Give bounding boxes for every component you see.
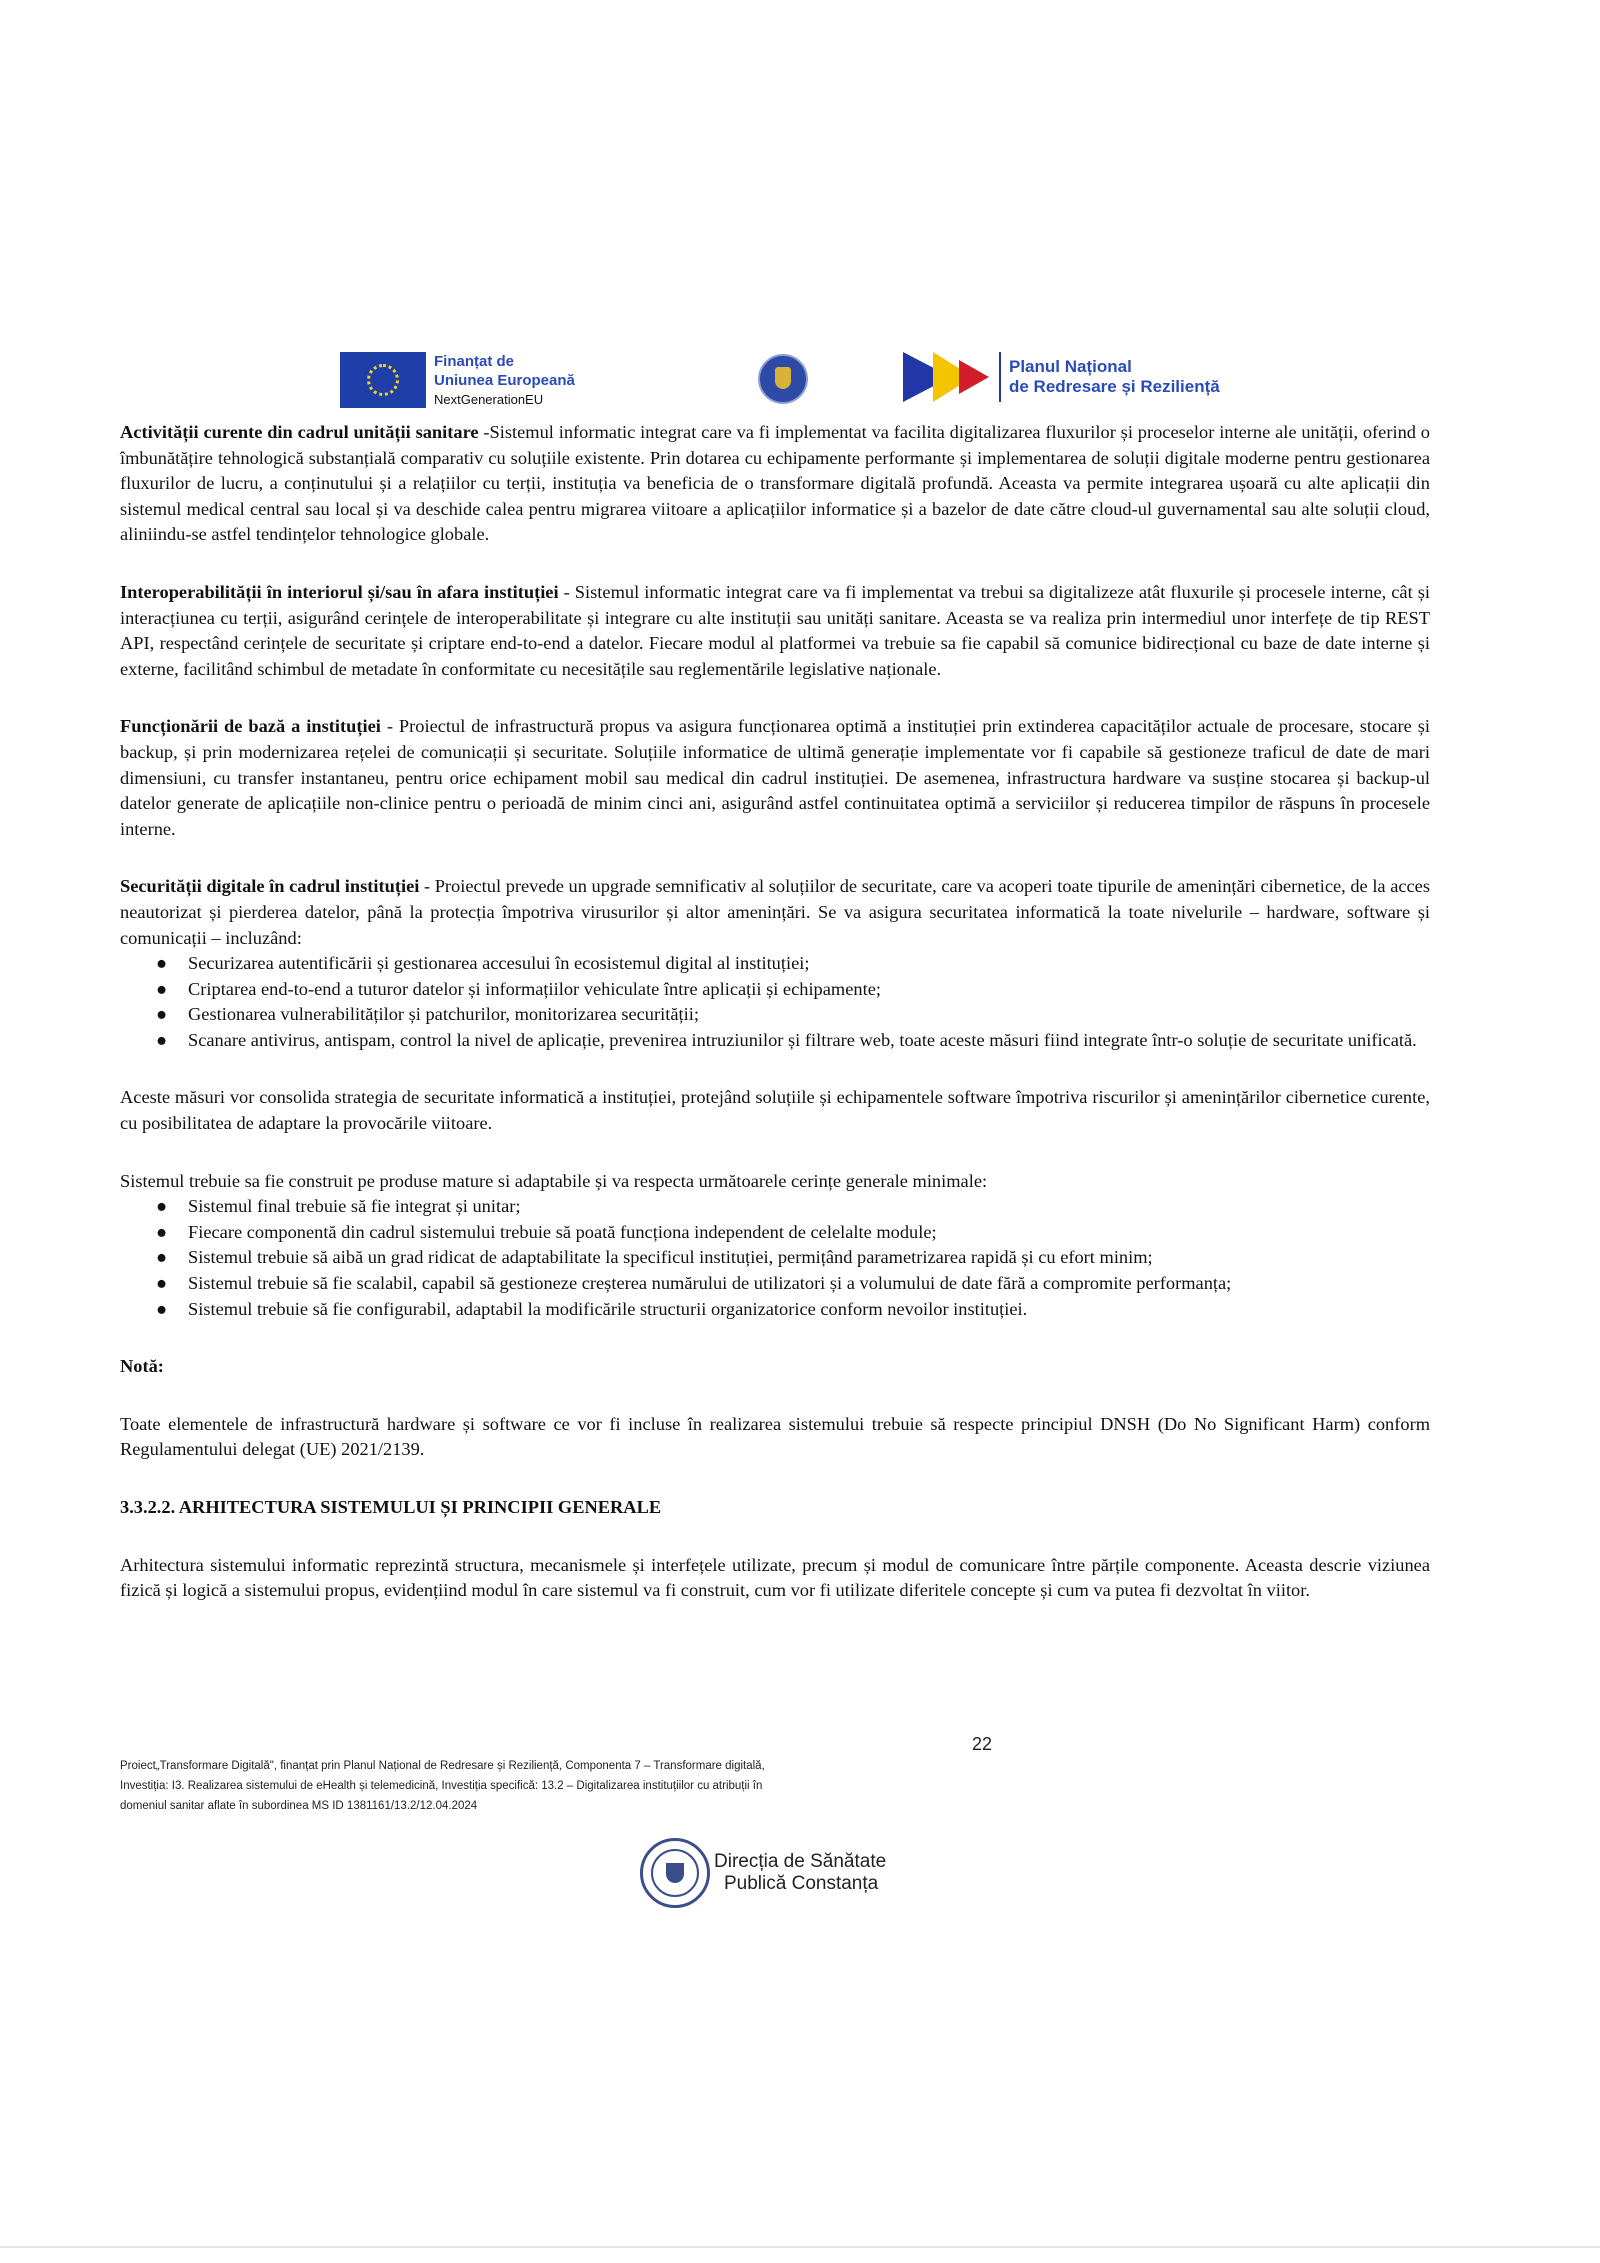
page-number: 22 xyxy=(972,1734,993,1754)
heading-interoperabilitate: Interoperabilității în interiorul și/sau în afara instituției xyxy=(120,581,559,602)
section-heading-arhitectura: 3.3.2.2. ARHITECTURA SISTEMULUI ȘI PRINCIPII GENERALE xyxy=(120,1497,662,1517)
paragraph-cerinte-intro: Sistemul trebuie sa fie construit pe produse mature si adaptabile și va respecta următoarele cerințe generale minimale: xyxy=(120,1170,988,1191)
list-item xyxy=(120,1245,1430,1271)
paragraph-activitati xyxy=(120,420,1430,548)
footer-line-3: domeniul sanitar aflate în subordinea MS ID 1381161/13.2/12.04.2024 xyxy=(120,1800,478,1812)
eu-line-2: Uniunea Europeană xyxy=(434,372,575,389)
list-item xyxy=(120,1002,1430,1028)
list-item xyxy=(120,1028,1430,1054)
list-item-text: Gestionarea vulnerabilităților și patchurilor, monitorizarea securității; xyxy=(188,1004,699,1025)
list-item-text: Securizarea autentificării și gestionarea accesului în ecosistemul digital al instituției; xyxy=(188,953,810,974)
paragraph-masuri: Aceste măsuri vor consolida strategia de securitate informatică a instituției, protejând soluțiile și echipamentele software împotriva riscurilor și amenințărilor cibernetice curente, cu posibilitatea de adaptare la provocările viitoare. xyxy=(120,1087,1430,1134)
list-item xyxy=(120,1297,1430,1323)
note-text: Toate elementele de infrastructură hardware și software ce vor fi incluse în realizarea sistemului trebuie să respecte principiul DNSH (Do No Significant Harm) conform Regulamentului delegat (UE) 2021/2139. xyxy=(120,1413,1430,1460)
footer-project-info xyxy=(120,1756,980,1816)
list-item-text: Scanare antivirus, antispam, control la nivel de aplicație, prevenirea intruziunilor și filtrare web, toate aceste măsuri fiind integrate într-o soluție de securitate unificată. xyxy=(188,1029,1417,1050)
paragraph-arhitectura: Arhitectura sistemului informatic reprezintă structura, mecanismele și interfețele utilizate, precum și modul de comunicare între părțile componente. Aceasta descrie viziunea fizică și logică a sistemului propus, evidențiind modul în care sistemul va fi construit, cum vor fi utilizate diferitele concepte și cum va putea fi dezvoltat în viitor. xyxy=(120,1554,1430,1601)
list-item xyxy=(120,1271,1430,1297)
text-interoperabilitate: - Sistemul informatic integrat care va fi implementat va trebui sa digitalizeze atât fluxurile și procesele interne, cât și interacțiunea cu terții, asigurând cerințele de interoperabilitate și integrare cu alte instituții sau unități sanitare. Aceasta se va realiza prin intermediul unor interfețe de tip REST API, respectând cerințele de securitate și criptare end-to-end a datelor. Fiecare modul al platformei va trebuie sa fie capabil să comunice bidirecțional cu baze de date interne și externe, facilitând schimbul de metadate în conformitate cu necesitățile sau reglementările legislative naționale. xyxy=(120,581,1430,679)
list-item xyxy=(120,951,1430,977)
paragraph-interoperabilitate xyxy=(120,580,1430,682)
eu-line-1: Finanțat de xyxy=(434,353,515,370)
bullet-icon: ● xyxy=(156,953,168,974)
eu-funding-text xyxy=(434,352,575,409)
list-item-text: Sistemul trebuie să fie scalabil, capabil să gestioneze creșterea numărului de utilizatori și a volumului de date fără a compromite performanța; xyxy=(188,1273,1232,1294)
note-heading: Notă: xyxy=(120,1356,164,1377)
text-securitate: - Proiectul prevede un upgrade semnificativ al soluțiilor de securitate, care va acoperi toate tipurile de amenințări cibernetice, de la acces neautorizat și pierderea datelor, până la protecția împotriva virusurilor și altor amenințări. Se va asigura securitatea informatică la toate nivelurile – hardware, software și comunicații – incluzând: xyxy=(120,876,1430,948)
dsp-line-2: Publică Constanța xyxy=(724,1873,879,1894)
paragraph-securitate xyxy=(120,874,1430,951)
bullet-icon: ● xyxy=(156,1221,168,1242)
requirements-bullet-list xyxy=(120,1194,1430,1322)
pnrr-line-1: Planul Național xyxy=(1009,357,1132,376)
scan-edge-divider xyxy=(0,2246,1600,2248)
bullet-icon: ● xyxy=(156,1298,168,1319)
bullet-icon: ● xyxy=(156,1004,168,1025)
list-item-text: Sistemul trebuie să fie configurabil, adaptabil la modificările structurii organizatorice conform nevoilor instituției. xyxy=(188,1298,1028,1319)
heading-activitati: Activității curente din cadrul unității sanitare xyxy=(120,422,479,442)
pnrr-logo xyxy=(903,352,1220,402)
footer-line-2: Investiția: I3. Realizarea sistemului de eHealth și telemedicină, Investiția specifică: 13.2 – Digitalizarea instituțiilor cu atribuții în xyxy=(120,1780,763,1792)
list-item xyxy=(120,1220,1430,1246)
dsp-logo xyxy=(640,1838,886,1908)
security-bullet-list xyxy=(120,951,1430,1053)
heading-functionari: Funcționării de bază a instituției xyxy=(120,716,381,737)
pnrr-line-2: de Redresare și Reziliență xyxy=(1009,377,1220,396)
list-item xyxy=(120,977,1430,1003)
list-item-text: Fiecare componentă din cadrul sistemului trebuie să poată funcționa independent de celelalte module; xyxy=(188,1221,937,1242)
paragraph-functionari xyxy=(120,714,1430,842)
pnrr-text xyxy=(1009,357,1220,397)
text-activitati: -Sistemul informatic integrat care va fi implementat va facilita digitalizarea fluxurilor și proceselor interne ale unității, oferind o îmbunătățire tehnologică substanțială comparativ cu soluțiile existente. Prin dotarea cu echipamente performante și implementarea de soluții digitale moderne pentru gestionarea fluxurilor de lucru, a conținutului și a relațiilor cu terții, instituția va beneficia de o transformare digitală profundă. Aceasta va permite integrarea ușoară cu alte aplicații din sistemul medical central sau local și va deschide calea pentru migrarea viitoare a aplicațiilor informatice și a bazelor de date către cloud-ul guvernamental sau alte soluții cloud, aliniindu-se astfel tendințelor tehnologice globale. xyxy=(120,422,1430,545)
bullet-icon: ● xyxy=(156,1196,168,1217)
dsp-logo-text xyxy=(714,1851,886,1895)
footer-line-1: Proiect„Transformare Digitală", finanțat prin Planul Național de Redresare și Reziliență, Componenta 7 – Transformare digitală, xyxy=(120,1760,765,1772)
bullet-icon: ● xyxy=(156,978,168,999)
bullet-icon: ● xyxy=(156,1273,168,1294)
romanian-government-crest-icon xyxy=(758,354,808,404)
text-functionari: - Proiectul de infrastructură propus va asigura funcționarea optimă a instituției prin extinderea capacităților actuale de procesare, stocare și backup, și prin modernizarea rețelei de comunicații și securitate. Soluțiile informatice de ultimă generație implementate vor fi capabile să gestioneze traficul de date de mari dimensiuni, cu transfer instantaneu, pentru orice echipament mobil sau medical din cadrul instituției. De asemenea, infrastructura hardware va susține stocarea și backup-ul datelor generate de aplicațiile non-clinice pentru o perioadă de minim cinci ani, asigurând astfel continuitatea optimă a serviciilor și reducerea timpilor de răspuns în procesele interne. xyxy=(120,716,1430,839)
dsp-seal-icon xyxy=(640,1838,710,1908)
pnrr-separator xyxy=(999,352,1001,402)
list-item xyxy=(120,1194,1430,1220)
eu-flag-icon xyxy=(340,352,426,408)
bullet-icon: ● xyxy=(156,1247,168,1268)
eu-funding-logo xyxy=(340,352,575,409)
header-logos xyxy=(340,348,1260,410)
dsp-line-1: Direcția de Sănătate xyxy=(714,1851,887,1872)
list-item-text: Sistemul trebuie să aibă un grad ridicat de adaptabilitate la specificul instituției, permițând parametrizarea rapidă și cu efort minim; xyxy=(188,1247,1153,1268)
list-item-text: Criptarea end-to-end a tuturor datelor și informațiilor vehiculate între aplicații și echipamente; xyxy=(188,978,881,999)
heading-securitate: Securității digitale în cadrul instituției xyxy=(120,876,420,897)
bullet-icon: ● xyxy=(156,1029,168,1050)
eu-line-3: NextGenerationEU xyxy=(434,392,544,407)
pnrr-arrow-icon xyxy=(903,352,993,402)
list-item-text: Sistemul final trebuie să fie integrat și unitar; xyxy=(188,1196,521,1217)
document-body xyxy=(120,420,1430,1636)
